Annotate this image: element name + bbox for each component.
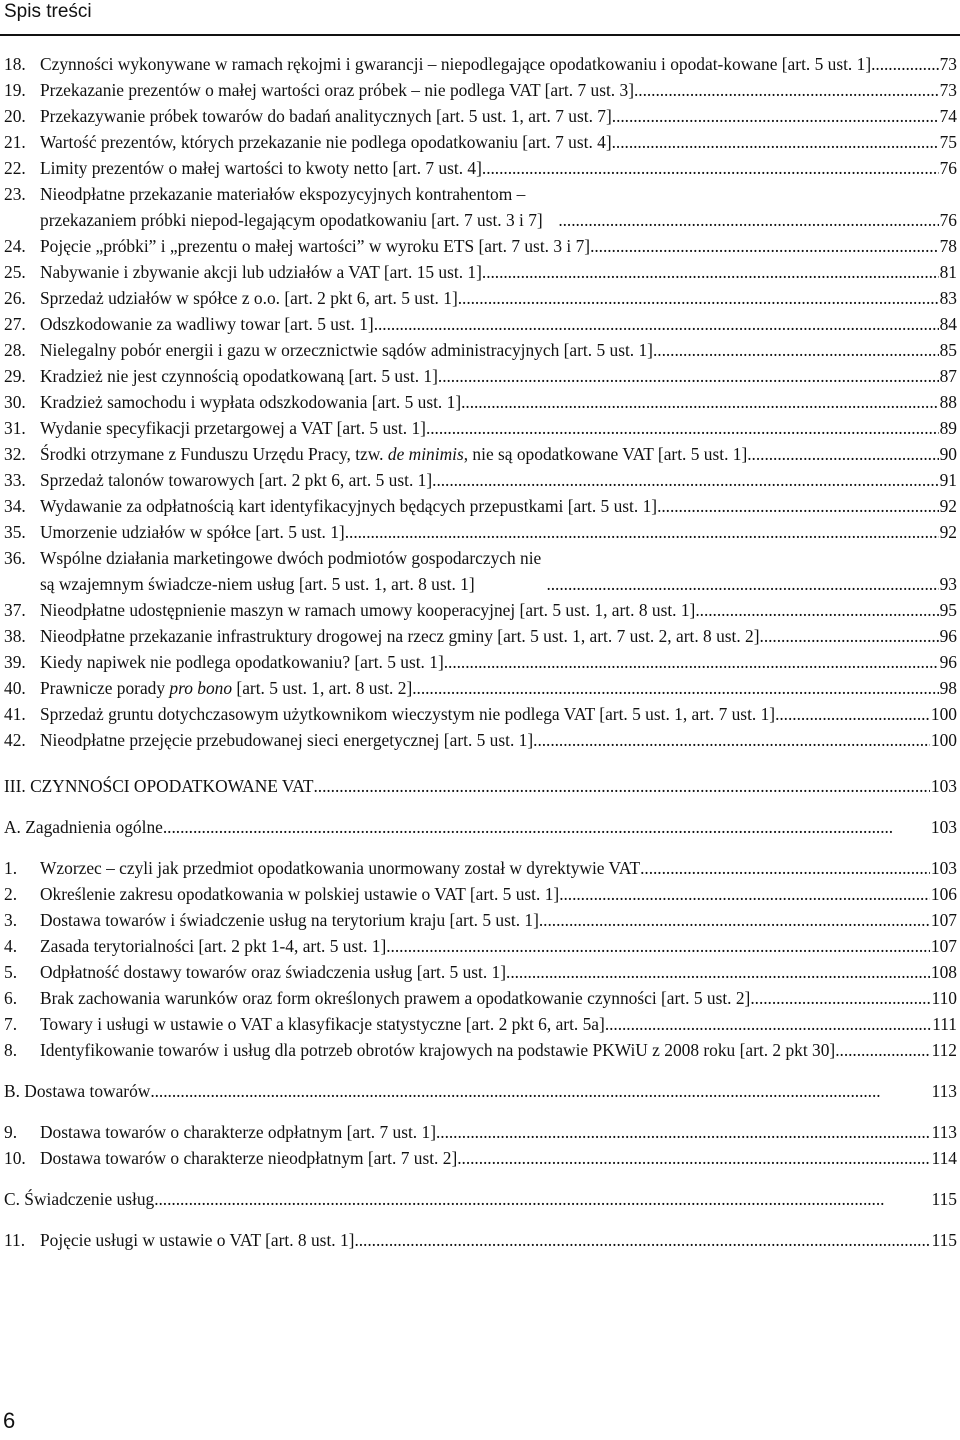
dot-leader bbox=[657, 493, 939, 519]
toc-entry-number: 3. bbox=[4, 910, 18, 930]
toc-entry-body bbox=[40, 311, 957, 337]
toc-entry[interactable] bbox=[4, 181, 957, 233]
dot-leader bbox=[653, 337, 939, 363]
toc-entry-title: Dostawa towarów o charakterze nieodpłatnym [art. 7 ust. 2] bbox=[40, 1148, 458, 1168]
dot-leader bbox=[150, 1078, 930, 1104]
dot-leader bbox=[559, 881, 930, 907]
dot-leader bbox=[612, 103, 939, 129]
toc-entry-number: 5. bbox=[4, 962, 18, 982]
toc-entry-body bbox=[40, 985, 957, 1011]
toc-entry-number: 32. bbox=[4, 444, 26, 464]
toc-entry-page: 76 bbox=[939, 210, 957, 230]
toc-entry[interactable] bbox=[4, 597, 957, 623]
dot-leader bbox=[871, 51, 938, 77]
toc-entry-page: 76 bbox=[939, 158, 957, 178]
toc-entry-title: Brak zachowania warunków oraz form określonych prawem a opodatkowanie czynności [art. 5 ust. 2] bbox=[40, 988, 751, 1008]
toc-entry[interactable] bbox=[4, 985, 957, 1011]
toc-entry-page: 81 bbox=[939, 262, 957, 282]
toc-entry-page: 103 bbox=[930, 858, 957, 878]
page-number: 6 bbox=[3, 1408, 16, 1433]
toc-entry-number: 10. bbox=[4, 1148, 26, 1168]
toc-entry[interactable] bbox=[4, 129, 957, 155]
toc-entry-title: Kiedy napiwek nie podlega opodatkowaniu? [art. 5 ust. 1] bbox=[40, 652, 444, 672]
toc-entry-page: 113 bbox=[931, 1122, 957, 1142]
toc-entry-body bbox=[40, 129, 957, 155]
toc-entry[interactable] bbox=[4, 259, 957, 285]
toc-entry-page: 75 bbox=[939, 132, 957, 152]
toc-entry-body bbox=[40, 285, 957, 311]
toc-entry-number: 24. bbox=[4, 236, 26, 256]
toc-entry-title: Przekazywanie próbek towarów do badań analitycznych [art. 5 ust. 1, art. 7 ust. 7] bbox=[40, 106, 612, 126]
toc-entry-number: 1. bbox=[4, 858, 18, 878]
toc-entry-body bbox=[40, 727, 957, 753]
toc-entry[interactable] bbox=[4, 363, 957, 389]
toc-entry-page: 103 bbox=[930, 817, 957, 837]
toc-entry-number: 19. bbox=[4, 80, 26, 100]
toc-entry-number: 34. bbox=[4, 496, 26, 516]
dot-leader bbox=[750, 985, 930, 1011]
dot-leader bbox=[612, 129, 939, 155]
toc-entry-body bbox=[40, 1227, 957, 1253]
toc-entry-title: Umorzenie udziałów w spółce [art. 5 ust. 1] bbox=[40, 522, 345, 542]
toc-entry-title: Sprzedaż talonów towarowych [art. 2 pkt 6, art. 5 ust. 1] bbox=[40, 470, 433, 490]
toc-entry-title: Dostawa towarów i świadczenie usług na terytorium kraju [art. 5 ust. 1] bbox=[40, 910, 539, 930]
toc-entry-body bbox=[40, 181, 957, 233]
toc-entry-number: 39. bbox=[4, 652, 26, 672]
dot-leader bbox=[163, 814, 930, 840]
toc-entry[interactable] bbox=[4, 233, 957, 259]
toc-entry-page: 78 bbox=[939, 236, 957, 256]
toc-entry[interactable] bbox=[4, 155, 957, 181]
toc-entry-title: Zasada terytorialności [art. 2 pkt 1-4, art. 5 ust. 1] bbox=[40, 936, 387, 956]
toc-entry[interactable] bbox=[4, 727, 957, 753]
toc-entry-title: Przekazanie prezentów o małej wartości oraz próbek – nie podlega VAT [art. 7 ust. 3] bbox=[40, 80, 634, 100]
toc-entry-title: III. CZYNNOŚCI OPODATKOWANE VAT bbox=[4, 776, 314, 796]
toc-entry-title: Sprzedaż udziałów w spółce z o.o. [art. 2 pkt 6, art. 5 ust. 1] bbox=[40, 288, 458, 308]
toc-entry[interactable] bbox=[4, 51, 957, 77]
toc-entry-title: Wydawanie za odpłatnością kart identyfikacyjnych będących przepustkami [art. 5 ust. 1] bbox=[40, 496, 658, 516]
toc-entry[interactable] bbox=[4, 1145, 957, 1171]
header-title: Spis treści bbox=[4, 1, 92, 22]
toc-entry-number: 18. bbox=[4, 54, 26, 74]
toc-entry-body bbox=[40, 701, 957, 727]
spacer bbox=[4, 753, 957, 773]
toc-entry-body bbox=[40, 1145, 957, 1171]
toc-entry-number: 33. bbox=[4, 470, 26, 490]
toc-section-heading[interactable] bbox=[4, 1078, 957, 1104]
toc-entry-title: Identyfikowanie towarów i usług dla potrzeb obrotów krajowych na podstawie PKWiU z 2008 roku [art. 2 pkt 30] bbox=[40, 1040, 836, 1060]
toc-entry-page: 107 bbox=[930, 936, 957, 956]
toc-entry-body bbox=[40, 389, 957, 415]
toc-entry-page: 115 bbox=[931, 1230, 957, 1250]
toc-entry-number: 21. bbox=[4, 132, 26, 152]
toc-entry-body bbox=[40, 363, 957, 389]
toc-entry-page: 113 bbox=[931, 1081, 957, 1101]
toc-entry[interactable] bbox=[4, 1011, 957, 1037]
dot-leader bbox=[444, 649, 939, 675]
dot-leader bbox=[558, 207, 938, 233]
spacer bbox=[4, 1212, 957, 1227]
toc-entry-body bbox=[40, 519, 957, 545]
toc-entry-title: Nieodpłatne przejęcie przebudowanej sieci energetycznej [art. 5 ust. 1] bbox=[40, 730, 534, 750]
toc-entry-number: 20. bbox=[4, 106, 26, 126]
toc-entry-number: 27. bbox=[4, 314, 26, 334]
toc-entry[interactable] bbox=[4, 545, 957, 597]
dot-leader bbox=[605, 1011, 931, 1037]
title-part: Środki otrzymane z Funduszu Urzędu Pracy, tzw. bbox=[40, 444, 388, 464]
toc-entry-page: 93 bbox=[939, 574, 957, 594]
toc-entry-body bbox=[4, 1078, 957, 1104]
toc-entry-page: 74 bbox=[939, 106, 957, 126]
toc-entry[interactable] bbox=[4, 311, 957, 337]
toc-entry-title: B. Dostawa towarów bbox=[4, 1081, 151, 1101]
toc-entry-page: 73 bbox=[939, 80, 957, 100]
toc-entry-page: 85 bbox=[939, 340, 957, 360]
toc-entry[interactable] bbox=[4, 907, 957, 933]
toc-entry-title: Określenie zakresu opodatkowania w polskiej ustawie o VAT [art. 5 ust. 1] bbox=[40, 884, 560, 904]
toc-entry-title bbox=[40, 441, 747, 467]
toc-entry-number: 29. bbox=[4, 366, 26, 386]
toc-entry-page: 95 bbox=[939, 600, 957, 620]
dot-leader bbox=[457, 1145, 930, 1171]
toc-entry-title: Wydanie specyfikacji przetargowej a VAT [art. 5 ust. 1] bbox=[40, 418, 426, 438]
toc-entry-body bbox=[4, 773, 957, 799]
toc-entry-number: 35. bbox=[4, 522, 26, 542]
toc-entry-title: Towary i usługi w ustawie o VAT a klasyfikacje statystyczne [art. 2 pkt 6, art. 5a] bbox=[40, 1014, 605, 1034]
toc-entry-body bbox=[40, 933, 957, 959]
toc-entry-number: 42. bbox=[4, 730, 26, 750]
spacer bbox=[4, 1104, 957, 1119]
toc-entry-body bbox=[40, 1011, 957, 1037]
toc-entry-number: 26. bbox=[4, 288, 26, 308]
toc-entry-title: Pojęcie usługi w ustawie o VAT [art. 8 ust. 1] bbox=[40, 1230, 355, 1250]
dot-leader bbox=[386, 933, 930, 959]
dot-leader bbox=[533, 727, 930, 753]
toc-entry-body bbox=[40, 441, 957, 467]
table-of-contents bbox=[4, 51, 957, 1253]
toc-entry-body bbox=[40, 597, 957, 623]
toc-entry-title: Sprzedaż gruntu dotychczasowym użytkownikom wieczystym nie podlega VAT [art. 5 ust. 1, art. 7 ust. 1] bbox=[40, 704, 776, 724]
toc-entry-body bbox=[40, 675, 957, 701]
toc-entry[interactable] bbox=[4, 103, 957, 129]
toc-entry-page: 92 bbox=[939, 522, 957, 542]
title-italic-part: de minimis bbox=[387, 444, 464, 464]
title-italic-part: pro bono bbox=[169, 678, 233, 698]
dot-leader bbox=[438, 363, 939, 389]
toc-entry[interactable] bbox=[4, 959, 957, 985]
toc-entry-page: 115 bbox=[931, 1189, 957, 1209]
toc-entry[interactable] bbox=[4, 675, 957, 701]
toc-entry-body bbox=[40, 77, 957, 103]
dot-leader bbox=[640, 855, 930, 881]
toc-entry-title: Czynności wykonywane w ramach rękojmi i gwarancji – niepodlegające opodatkowaniu i opodat-kowane [art. 5 ust. 1] bbox=[40, 54, 872, 74]
page-header bbox=[0, 0, 960, 36]
dot-leader bbox=[747, 441, 938, 467]
dot-leader bbox=[482, 155, 939, 181]
toc-entry-page: 111 bbox=[932, 1014, 957, 1034]
toc-entry-body bbox=[40, 337, 957, 363]
toc-entry-number: 30. bbox=[4, 392, 26, 412]
toc-entry[interactable] bbox=[4, 493, 957, 519]
toc-entry-body bbox=[40, 415, 957, 441]
toc-entry-number: 28. bbox=[4, 340, 26, 360]
title-part: [art. 5 ust. 1, art. 8 ust. 2] bbox=[232, 678, 413, 698]
toc-entry[interactable] bbox=[4, 881, 957, 907]
dot-leader bbox=[539, 907, 930, 933]
dot-leader bbox=[314, 773, 930, 799]
dot-leader bbox=[590, 233, 939, 259]
dot-leader bbox=[775, 701, 930, 727]
toc-entry-title: Odszkodowanie za wadliwy towar [art. 5 ust. 1] bbox=[40, 314, 374, 334]
toc-entry-title: Nielegalny pobór energii i gazu w orzecznictwie sądów administracyjnych [art. 5 ust. 1] bbox=[40, 340, 653, 360]
toc-entry-body bbox=[40, 623, 957, 649]
dot-leader bbox=[506, 959, 930, 985]
toc-entry-number: 6. bbox=[4, 988, 18, 1008]
toc-entry-page: 112 bbox=[931, 1040, 957, 1060]
toc-entry-number: 40. bbox=[4, 678, 26, 698]
toc-entry-number: 11. bbox=[4, 1230, 26, 1250]
toc-entry-body bbox=[40, 959, 957, 985]
toc-entry-body bbox=[4, 814, 957, 840]
toc-entry-title bbox=[40, 675, 412, 701]
toc-entry-number: 38. bbox=[4, 626, 26, 646]
toc-entry-page: 106 bbox=[930, 884, 957, 904]
toc-entry-body bbox=[40, 51, 957, 77]
toc-entry[interactable] bbox=[4, 467, 957, 493]
dot-leader bbox=[436, 1119, 931, 1145]
dot-leader bbox=[835, 1037, 930, 1063]
toc-entry-page: 100 bbox=[930, 704, 957, 724]
dot-leader bbox=[458, 285, 939, 311]
toc-entry[interactable] bbox=[4, 389, 957, 415]
title-part: , nie są opodatkowane VAT [art. 5 ust. 1] bbox=[463, 444, 748, 464]
toc-entry-body bbox=[40, 493, 957, 519]
toc-entry-page: 91 bbox=[939, 470, 957, 490]
toc-entry-title: Nieodpłatne udostępnienie maszyn w ramach umowy kooperacyjnej [art. 5 ust. 1, art. 8 ust. 1] bbox=[40, 600, 696, 620]
toc-entry-number: 37. bbox=[4, 600, 26, 620]
toc-entry-body bbox=[40, 1119, 957, 1145]
toc-section-heading[interactable] bbox=[4, 773, 957, 799]
toc-entry-number: 7. bbox=[4, 1014, 18, 1034]
toc-entry-title: Nieodpłatne przekazanie infrastruktury drogowej na rzecz gminy [art. 5 ust. 1, art. 7 ust. 2, art. 8 ust. 2] bbox=[40, 626, 760, 646]
toc-entry[interactable] bbox=[4, 1227, 957, 1253]
dot-leader bbox=[345, 519, 939, 545]
toc-entry-page: 83 bbox=[939, 288, 957, 308]
toc-entry-body bbox=[40, 545, 957, 597]
dot-leader bbox=[482, 259, 939, 285]
spacer bbox=[4, 799, 957, 814]
toc-entry-body bbox=[40, 855, 957, 881]
dot-leader bbox=[760, 623, 939, 649]
toc-entry-page: 100 bbox=[930, 730, 957, 750]
toc-entry-body bbox=[40, 103, 957, 129]
toc-entry-page: 87 bbox=[939, 366, 957, 386]
toc-entry-body bbox=[40, 881, 957, 907]
toc-entry-title: Wspólne działania marketingowe dwóch podmiotów gospodarczych nie są wzajemnym świadcze-niem usług [art. 5 ust. 1, art. 8 ust. 1] bbox=[40, 548, 542, 594]
toc-entry-title: Wzorzec – czyli jak przedmiot opodatkowania unormowany został w dyrektywie VAT bbox=[40, 858, 641, 878]
toc-entry-number: 23. bbox=[4, 184, 26, 204]
toc-entry-number: 8. bbox=[4, 1040, 18, 1060]
dot-leader bbox=[374, 311, 939, 337]
toc-entry[interactable] bbox=[4, 1119, 957, 1145]
dot-leader bbox=[634, 77, 939, 103]
toc-entry-title: Kradzież nie jest czynnością opodatkowaną [art. 5 ust. 1] bbox=[40, 366, 438, 386]
toc-section-heading[interactable] bbox=[4, 814, 957, 840]
toc-entry[interactable] bbox=[4, 337, 957, 363]
toc-entry-number: 22. bbox=[4, 158, 26, 178]
dot-leader bbox=[695, 597, 938, 623]
toc-entry-title: Pojęcie „próbki” i „prezentu o małej wartości” w wyroku ETS [art. 7 ust. 3 i 7] bbox=[40, 236, 591, 256]
toc-entry-body bbox=[40, 1037, 957, 1063]
toc-entry[interactable] bbox=[4, 285, 957, 311]
toc-entry-page: 90 bbox=[939, 444, 957, 464]
toc-entry[interactable] bbox=[4, 855, 957, 881]
spacer bbox=[4, 840, 957, 855]
toc-entry[interactable] bbox=[4, 441, 957, 467]
toc-entry-number: 4. bbox=[4, 936, 18, 956]
toc-entry-title: Kradzież samochodu i wypłata odszkodowania [art. 5 ust. 1] bbox=[40, 392, 462, 412]
dot-leader bbox=[461, 389, 938, 415]
toc-entry-body bbox=[40, 907, 957, 933]
title-part: Prawnicze porady bbox=[40, 678, 170, 698]
toc-entry-number: 36. bbox=[4, 548, 26, 568]
toc-entry[interactable] bbox=[4, 519, 957, 545]
toc-entry-number: 9. bbox=[4, 1122, 18, 1142]
toc-entry[interactable] bbox=[4, 415, 957, 441]
toc-entry-title: C. Świadczenie usług bbox=[4, 1189, 155, 1209]
toc-entry-page: 98 bbox=[939, 678, 957, 698]
toc-entry-title: Nabywanie i zbywanie akcji lub udziałów a VAT [art. 15 ust. 1] bbox=[40, 262, 482, 282]
toc-entry-title: Dostawa towarów o charakterze odpłatnym [art. 7 ust. 1] bbox=[40, 1122, 436, 1142]
dot-leader bbox=[432, 467, 938, 493]
toc-entry-number: 25. bbox=[4, 262, 26, 282]
toc-entry-page: 96 bbox=[939, 652, 957, 672]
toc-entry-page: 89 bbox=[939, 418, 957, 438]
toc-entry-page: 114 bbox=[931, 1148, 957, 1168]
toc-entry-page: 103 bbox=[930, 776, 957, 796]
dot-leader bbox=[426, 415, 939, 441]
toc-entry-title: A. Zagadnienia ogólne bbox=[4, 817, 163, 837]
toc-entry-number: 41. bbox=[4, 704, 26, 724]
toc-entry-page: 110 bbox=[931, 988, 957, 1008]
toc-entry-page: 108 bbox=[930, 962, 957, 982]
spacer bbox=[4, 1171, 957, 1186]
toc-entry-body bbox=[40, 259, 957, 285]
toc-entry-body bbox=[40, 233, 957, 259]
toc-entry-page: 73 bbox=[939, 54, 957, 74]
toc-entry-page: 107 bbox=[930, 910, 957, 930]
dot-leader bbox=[546, 571, 938, 597]
toc-entry-body bbox=[40, 155, 957, 181]
toc-entry[interactable] bbox=[4, 623, 957, 649]
toc-entry-number: 2. bbox=[4, 884, 18, 904]
toc-entry-body bbox=[40, 649, 957, 675]
toc-entry-page: 96 bbox=[939, 626, 957, 646]
dot-leader bbox=[154, 1186, 930, 1212]
toc-entry-title: Odpłatność dostawy towarów oraz świadczenia usług [art. 5 ust. 1] bbox=[40, 962, 507, 982]
toc-entry[interactable] bbox=[4, 933, 957, 959]
toc-entry-number: 31. bbox=[4, 418, 26, 438]
toc-entry-title: Nieodpłatne przekazanie materiałów ekspozycyjnych kontrahentom – przekazaniem próbki niepod-legającym opodatkowaniu [art. 7 ust. 3 i 7] bbox=[40, 184, 543, 230]
spacer bbox=[4, 1063, 957, 1078]
toc-entry-body bbox=[4, 1186, 957, 1212]
toc-entry-title: Wartość prezentów, których przekazanie nie podlega opodatkowaniu [art. 7 ust. 4] bbox=[40, 132, 612, 152]
toc-entry[interactable] bbox=[4, 649, 957, 675]
dot-leader bbox=[354, 1227, 930, 1253]
toc-entry-page: 84 bbox=[939, 314, 957, 334]
toc-entry[interactable] bbox=[4, 701, 957, 727]
toc-entry-title: Limity prezentów o małej wartości to kwoty netto [art. 7 ust. 4] bbox=[40, 158, 482, 178]
toc-entry-body bbox=[40, 467, 957, 493]
dot-leader bbox=[412, 675, 938, 701]
toc-entry-page: 92 bbox=[939, 496, 957, 516]
toc-entry[interactable] bbox=[4, 77, 957, 103]
toc-section-heading[interactable] bbox=[4, 1186, 957, 1212]
toc-entry-page: 88 bbox=[939, 392, 957, 412]
toc-entry[interactable] bbox=[4, 1037, 957, 1063]
